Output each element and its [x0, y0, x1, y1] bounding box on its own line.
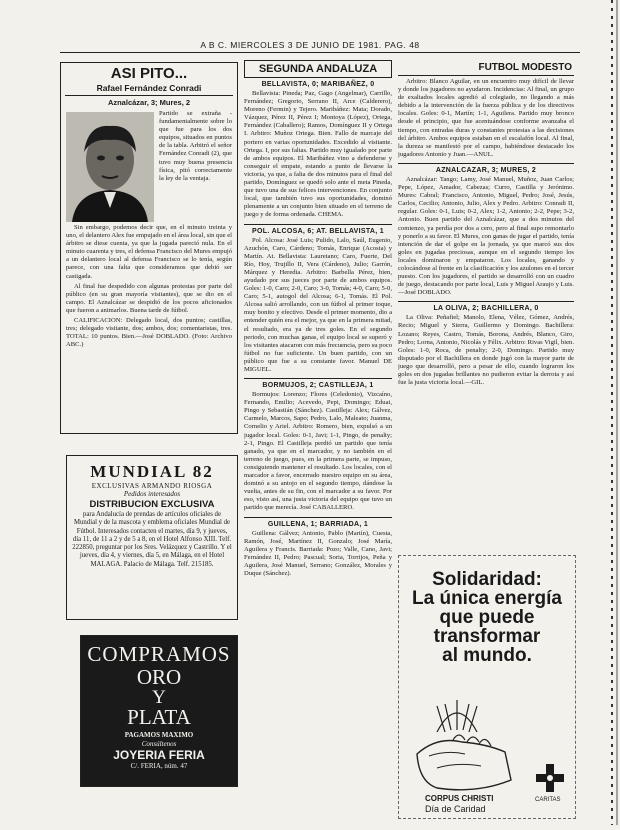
compramos-ad [80, 635, 238, 787]
page-header: A B C. MIERCOLES 3 DE JUNIO DE 1981. PAG. 48 [200, 40, 420, 50]
mundial-body: para Andalucía de prendas de artículos oficiales de Mundial y de la mascota y emblema oficiales Mundial de Fútbol. Interesados contacten el martes, día 9, y jueves, día 11, de 11 a 2 y de 5 a 8, en el Hotel Alfonso XIII. Telf. 222850, preguntar por los Sres. Velázquez y Castrillo. Y el jueves, día 4, y viernes, día 5, en Málaga, en el Hotel MALAGA. Palacio de Málaga. Telf. 215185. [72, 511, 232, 568]
section-futbol-modesto: FUTBOL MODESTO [478, 62, 572, 73]
compramos-l4: PLATA [127, 705, 191, 729]
match-1-body: Bellavista: Pineda; Paz, Gago (Angelmar), Carrillo, Fernández; Gregorio, Serrano II, Arce (Calderero), Moreno (Fermin) y Tejero. Maribáñez: Mata; Dorado, Vázquez, Pérez II, Pérez I; Montoya (López), Ortega, Fernández (Caballero); Ramos, Domínguez II y Ortega I. Arbitro: Muñoz Ortega. Bien. Fallo de marcaje del portero en varias oportunidades. Excedido al visitante. Ortega. I, por sus faltas. Partido muy igualado por parte de ambos equipos. El Maribáñez vino a defenderse y conseguir el empate, estando a punto de llevarse la victoria, ya que, a falta de dos minutos para el final del partido, Domínguez se quedó solo ante el meta Pineda, que tuvo una de sus felices intervenciones. En conjunto local, que también tuvo sus oportunidades, dominó plenamente a un conjunto bien situado en el terreno de juego y de forma ordenada. CHEMA. [244, 90, 392, 219]
hands-sun-illustration [407, 684, 527, 804]
solidaridad-l5: al mundo. [442, 645, 532, 666]
caritas-label: CARITAS [535, 797, 561, 803]
page-edge [603, 0, 620, 825]
compramos-l3: Y [152, 687, 166, 708]
middle-column [244, 60, 392, 820]
match-result: Aznalcázar, 3; Mures, 2 [107, 98, 191, 107]
paragraph-2: Al final fue despedido con algunas protestas por parte del público (en su gran mayoría visitantes), que se dio en el campo. El Aznalcázar se despidió de los pocos aficionados que fueron a animarlos. Buena tarde de fútbol. [66, 282, 232, 314]
match-3-head: BORMUJOS, 2; CASTILLEJA, 1 [262, 382, 374, 390]
mundial-line-2: Pedidos interesados [123, 490, 181, 498]
mundial-line-3: DISTRIBUCION EXCLUSIVA [89, 499, 215, 510]
match-3-body: Bormujos: Lorenzo; Flores (Celedonio), Vizcaíno, Fernando, Emilio; Acevedo, Pepi, Domingo; Eduai, Pingo y Sebastián (Sánchez). Castilleja: Alex; Gálvez, Carmelo, Marcos, Sapo; Pedro, Lalo, Maleato; Juanma, Cornelio y Ariel. Arbitro: Romero, bien, expulsó a un jugador local. Goles: 0-1, Javi; 1-1, Pingo, de penalty; 2-1, Pingo. El Castilleja perdió un partido que tenía ganado, ya que en el marcador, y no también en el terreno de juego, pues, en la primera parte, se impuso, consiguiendo mantener el resultado. Los locales, con el marcador a favor, encerrado nuestro equipo en su área, dominó a su antojo en el segundo tiempo, dándose la vuelta, antes de su fin, con el marcador a su favor. Por eso, visto así, una justa victoria del equipo que tuvo un partido que merecía. José CABALLERO. [244, 391, 392, 512]
paragraph-1: Sin embargo, podemos decir que, en el minuto treinta y uno, el delantero Alex fue empujado en el área local, sin que el árbitro se diese cuenta, ya que la jugada pareció nula. En el minuto cuarenta y tres, el defensa Francisco del Mures empujó a un delantero local al defensa Francisco se lo tenía, según parece, con una falta que consideramos que debió ser castigada. [66, 224, 232, 280]
right-column [398, 60, 574, 540]
section-segunda-andaluza: SEGUNDA ANDALUZA [244, 60, 392, 78]
compramos-l5: PAGAMOS MAXIMO [124, 731, 194, 739]
match-5-body: Aznalcázar: Tango; Lamy, José Manuel, Muñoz, Juan Carlos; Pepe, López, Amador, Cabezas; Curro, Castilla y Jerónimo. Mures: Cabral; Francisco, Antonio, Miguel, Pedro; José, Jesús, Carlos, Cecilio; Antonio, Julio, Alex y Pedro. Arbitro: Conradi II, regular. Goles: 0-1, Luis; 0-2, Alex; 1-2, Antonio; 2-2, Pepe; 3-2, Antonio. Buen partido del Aznalcázar, que a dos minutos del comienzo, ya perdía por dos a cero, pero al final supo remontarlo y ponerlo a su favor. El Mures, con ganas de jugar el partido, tenía intención de dar el golpe en la jornada, ya que marcó sus dos goles en jugadas preciosas, aunque en el segundo tiempo los locales dominaron y empataron. Los locales, ganando y colocándose al frente en la clasificación y los azulones en el tercer puesto. Con los jugadores, el partido se desarrolló con un cuadro de juego, destacando por parte local, Luis y Miguel Araujo y Luis.—José DOBLADO. [398, 175, 574, 297]
solidaridad-l1: Solidaridad: [432, 569, 542, 590]
compramos-l8: C/. FERIA, núm. 47 [130, 762, 188, 770]
corpus-christi-label: CORPUS CHRISTI [425, 794, 494, 803]
intro-text: Partido se extraña fundamentalmente sobre lo que fue para los dos equipos, situados en puntos de la tabla. Arbitró el señor Fernández Conradi (2), que tuvo muy buena presencia física, pitó correctamente la ley de la ventaja. [159, 110, 232, 182]
compramos-l1: COMPRAMOS [87, 642, 231, 666]
compramos-l7: JOYERIA FERIA [113, 748, 205, 762]
header-rule [60, 52, 580, 53]
match-2-body: Pol. Alcosa: José Luis; Pulido, Lalo, Saúl, Eugenio, Azuchón, Caro, Cárdeno; Tomás, Enrique (Acosta) y Martín. At. Bellavista: Lauretano; Caro, Fuerte, Del Río, Hoy, Trujillo II, Vera (Cárdeno), Julio; Garrón, Márquez y Heredia. Arbitro: Barbella Pérez, bien, ayudado por sus jueces por parte de ambos equipos. Goles: 1-0, Caro; 2-0, Caro; 3-0, Tomás; 4-0, Caro; 5-0, Caro; 5-1, autogol del Alcosa; 6-1, Tomás. El Pol. Alcosa salió arrollando, con un fútbol al primer toque, muy bonito y efectivo. Desde el primer momento, dio a entender quién era el mejor, ya que en la primera mitad, el resultado, era ya de tres goles. En el segundo periodo, con muchas ganas, el equipo local se superó y los visitantes atacaron con más frecuencia, pero su poco fútbol no fue suficiente. Un buen partido, con un público que fue a su constante favor. Manuel DE MIGUEL. [244, 236, 392, 373]
mundial-title: MUNDIAL 82 [90, 462, 214, 481]
mundial-line-1: EXCLUSIVAS ARMANDO RIOSGA [91, 482, 213, 490]
match-6-body: La Oliva: Peñafiel; Manolo, Elena, Vélez, Gómez, Andrés, Recio; Miguel y Sierra, Guillermo y Domingo. Bachillera: Lozano; Reyes, Castro, Tomás, Borona, Andrés, Blanco, Giro, Pedro; Lorna, Antonio, Nicolás y Félix. Arbitro: Rivas Vigil, bien. Goles: 1-0, Roca, de penalty; 2-0, Domingo. Partido muy disputado por el Bachillera en donde jugó con la mayor parte de juego que desarrolló, pero a pesar de ello, cuando lograron los goles en dos jugadas brillantes no pudieron evitar la derrota y así fue la justa victoria local.—GIL. [398, 314, 574, 387]
mundial-ad [66, 455, 238, 620]
match-5-head: AZNALCAZAR, 3; MURES, 2 [435, 166, 537, 174]
compramos-l6: Consúltenos [141, 740, 177, 748]
right-top-text: Arbitro: Blanco Aguilar, en un encuentro muy difícil de llevar y donde los jugadores no ayudaron. Incidencias: Al final, un grupo de exaltados locales agredió al colegiado, no llegando a más debido a la intervención de la fuerza pública y de los directivos locales. Goles: 0-1, Martín; 1-1, Aguilera. Partido muy bronco desde el principio, que fue acentuándose conforme avanzaba el tiempo, con entradas duras y constantes protestas a las decisiones del árbitro. Ambos equipos estaban en el escalafón local. Al final, la dureza se manifestó por el campo, habiéndose destacado los jugadores Antonio y Juan.—ANUL. [398, 78, 574, 158]
match-1-head: BELLAVISTA, 0; MARIBAÑEZ, 0 [261, 81, 375, 88]
solidaridad-ad [398, 555, 576, 819]
match-4-body: Guillena: Gálvez; Antonio, Pablo (Martín), Cuesta, Ramón, José, Martínez II, Gonzalo; José María, Aguilera y Francis. Barriada: Pozo; Valle, Cano, Javi; Fernández II, Pedro; Pascual; Soria, Torrijos, Peña y Aguilera, José Manuel, Serrano; González, Morales y Duque (Sánchez). [244, 529, 392, 577]
paragraph-3: CALIFICACION: Delegado local, dos puntos; castillas, tres; delegado visitante, dos; ambos, dos; comentaristas, tres. TOTAL: 10 puntos. Bien.—José DOBLADO. (Foto: Archivo ABC.) [66, 317, 232, 349]
referee-name: Rafael Fernández Conradi [96, 83, 202, 93]
match-4-head: GUILLENA, 1; BARRIADA, 1 [267, 520, 369, 528]
column-title: ASI PITO... [110, 65, 188, 82]
solidaridad-l4: transformar [433, 626, 541, 647]
compramos-l2: ORO [136, 665, 182, 689]
match-2-head: POL. ALCOSA, 6; AT. BELLAVISTA, 1 [252, 227, 384, 235]
dia-caridad-label: Día de Caridad [425, 804, 486, 814]
referee-photo [66, 112, 154, 222]
asi-pito-box [60, 62, 238, 434]
solidaridad-l3: que puede [439, 607, 535, 628]
caritas-logo-icon [533, 761, 567, 795]
solidaridad-l2: La única energía [412, 588, 562, 609]
match-6-head: LA OLIVA, 2; BACHILLERA, 0 [433, 305, 539, 313]
